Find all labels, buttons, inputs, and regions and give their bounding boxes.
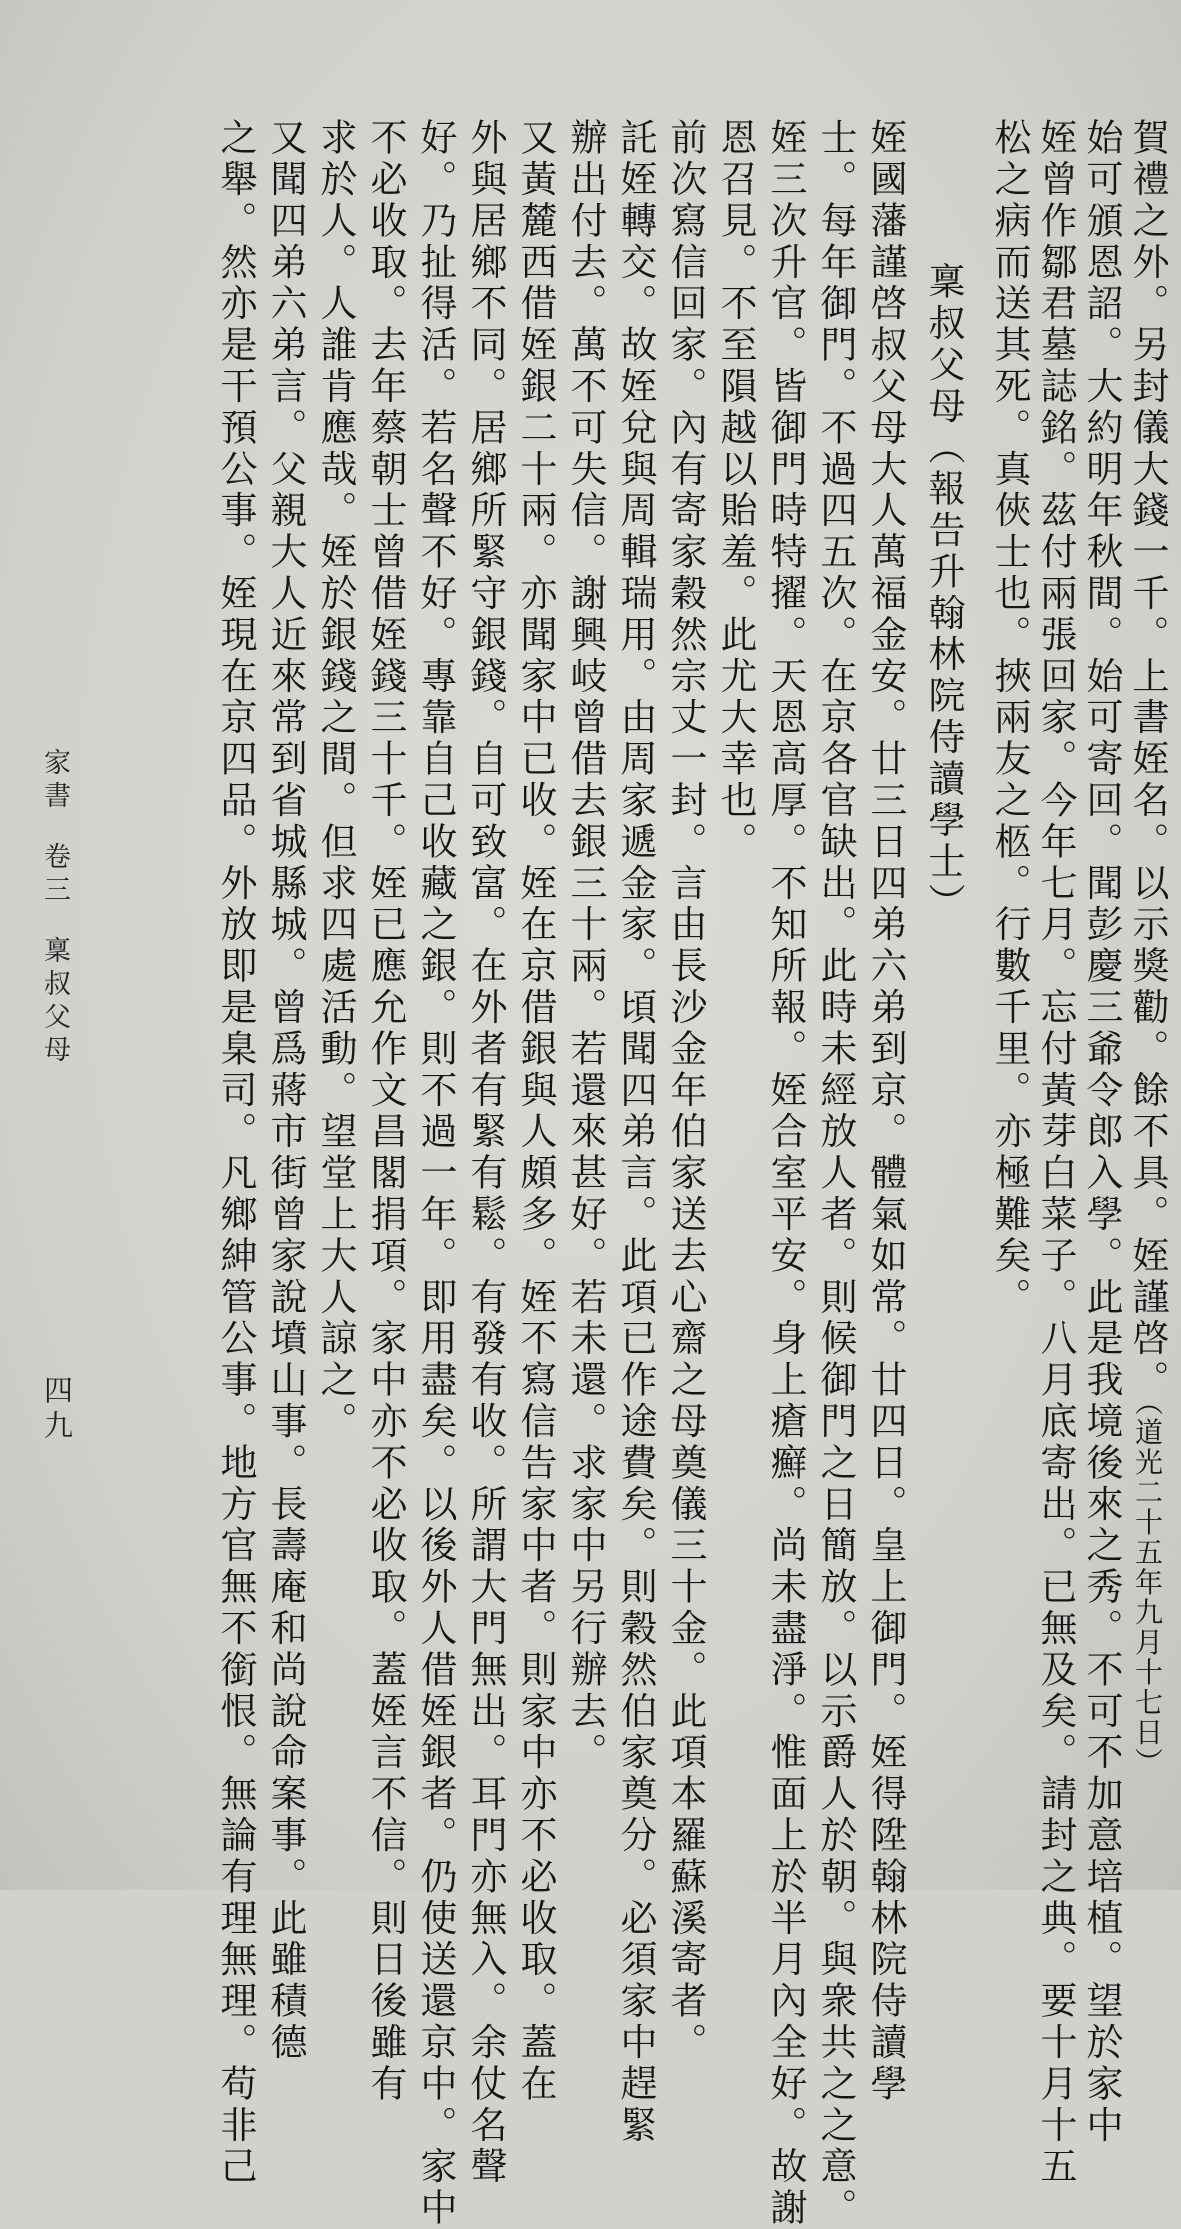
- text-column-4-body: 賀禮之外。另封儀大錢一千。上書姪名。以示獎勸。餘不具。姪謹啓。: [1126, 118, 1169, 1402]
- text-column-14: 外與居鄉不同。居鄉所緊守銀錢。自可致富。在外者有緊有鬆。有發有收。所謂大門無出。耳門亦無入。余仗名聲: [464, 118, 507, 2188]
- text-column-7: 士。每年御門。不過四五次。在京各官缺出。此時未經放人者。則候御門之日簡放。以示爵人於朝。與衆共之之意。: [814, 118, 857, 2229]
- text-column-19: 之舉。然亦是干預公事。姪現在京四品。外放即是臬司。凡鄉紳管公事。地方官無不銜恨。無論有理無理。苟非己: [214, 118, 257, 2188]
- text-column-4: [1123, 118, 1171, 1777]
- heading-note: （報告升翰林院侍讀學士）: [922, 427, 965, 925]
- text-column-15: 好。乃扯得活。若名聲不好。專靠自己收藏之銀。則不過一年。即用盡矣。以後外人借姪銀者。仍使送還京中。家中: [414, 118, 457, 2229]
- heading-title: 稟叔父母: [922, 262, 965, 428]
- letter-heading: [919, 262, 967, 924]
- text-column-3: 始可頒恩詔。大約明年秋間。始可寄回。聞彭慶三爺令郎入學。此是我境後來之秀。不可不加意培植。望於家中: [1080, 118, 1123, 2147]
- text-column-10: 前次寫信回家。內有寄家穀然宗丈一封。言由長沙金年伯家送去心齋之母奠儀三十金。此項本羅蘇溪寄者。: [664, 118, 707, 2064]
- footer-volume: 卷三: [39, 842, 70, 908]
- text-column-6: 姪國藩謹啓叔父母大人萬福金安。廿三日四弟六弟到京。體氣如常。廿四日。皇上御門。姪得陞翰林院侍讀學: [864, 118, 907, 2106]
- page-number: 四九: [40, 1375, 74, 1445]
- footer-section: 稟叔父母: [39, 936, 70, 1068]
- text-column-11: 託姪轉交。故姪兌與周輯瑞用。由周家遞金家。頃聞四弟言。此項已作途費矣。則穀然伯家奠分。必須家中趕緊: [614, 118, 657, 2147]
- text-column-8: 姪三次升官。皆御門時特擢。天恩高厚。不知所報。姪合室平安。身上瘡癬。尚未盡淨。惟面上於半月內全好。故謝: [764, 118, 807, 2229]
- text-column-16: 不必收取。去年蔡朝士曾借姪錢三十千。姪已應允作文昌閣捐項。家中亦不必收取。蓋姪言不信。則日後雖有: [364, 118, 407, 2106]
- text-column-12: 辦出付去。萬不可失信。謝興岐曾借去銀三十兩。若還來甚好。若未還。求家中另行辦去。: [564, 118, 607, 1774]
- footer-book-title: 家書: [39, 748, 70, 814]
- text-column-9: 恩召見。不至隕越以貽羞。此尤大幸也。: [714, 118, 757, 864]
- text-column-18: 又聞四弟六弟言。父親大人近來常到省城縣城。曾爲蔣市街曾家說墳山事。長壽庵和尚說命案事。此雖積德: [264, 118, 307, 2064]
- date-note: （道光二十五年九月十七日）: [1131, 1401, 1164, 1778]
- text-column-13: 又黃麓西借姪銀二十兩。亦聞家中已收。姪在京借銀與人頗多。姪不寫信告家中者。則家中亦不必收取。蓋在: [514, 118, 557, 2106]
- text-column-1: 松之病而送其死。真俠士也。挾兩友之柩。行數千里。亦極難矣。: [988, 118, 1031, 1319]
- text-column-2: 姪曾作鄒君墓誌銘。茲付兩張回家。今年七月。忘付黃芽白菜子。八月底寄出。已無及矣。請封之典。要十月十五: [1034, 118, 1077, 2188]
- text-column-17: 求於人。人誰肯應哉。姪於銀錢之間。但求四處活動。望堂上大人諒之。: [314, 118, 357, 1443]
- running-footer: [35, 748, 74, 1068]
